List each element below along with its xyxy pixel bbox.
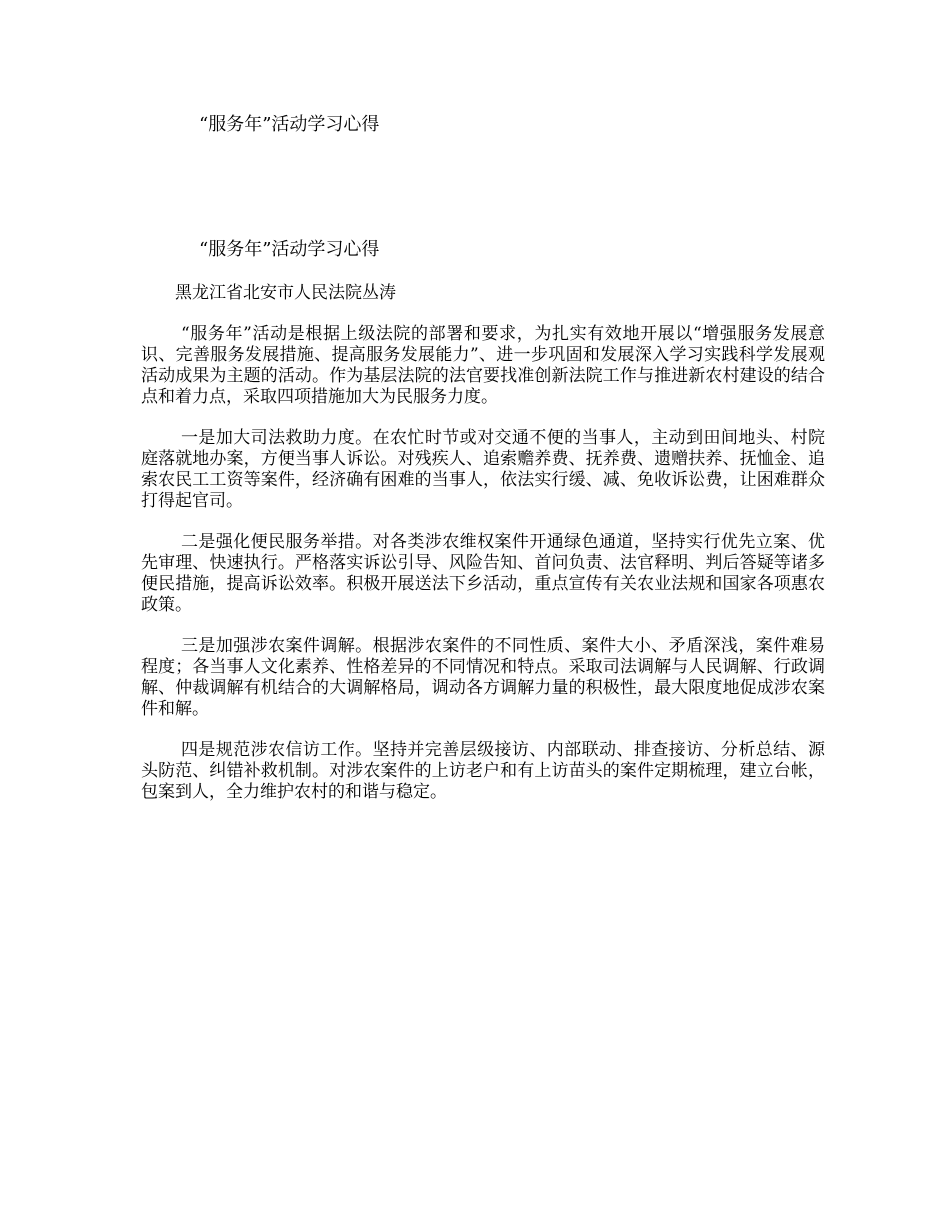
document-title: “服务年”活动学习心得 <box>199 239 380 260</box>
author-line: 黑龙江省北安市人民法院丛涛 <box>175 283 396 303</box>
paragraph-measure-3: 三是加强涉农案件调解。根据涉农案件的不同性质、案件大小、矛盾深浅，案件难易程度；各当事人文化素养、性格差异的不同情况和特点。采取司法调解与人民调解、行政调解、仲裁调解有机结合的大调解格局，调动各方调解力量的积极性，最大限度地促成涉农案件和解。 <box>141 636 825 719</box>
paragraph-measure-2: 二是强化便民服务举措。对各类涉农维权案件开通绿色通道，坚持实行优先立案、优先审理、快速执行。严格落实诉讼引导、风险告知、首问负责、法官释明、判后答疑等诸多便民措施，提高诉讼效率。积极开展送法下乡活动，重点宣传有关农业法规和国家各项惠农政策。 <box>141 532 825 615</box>
paragraph-measure-4: 四是规范涉农信访工作。坚持并完善层级接访、内部联动、排查接访、分析总结、源头防范、纠错补救机制。对涉农案件的上访老户和有上访苗头的案件定期梳理，建立台帐，包案到人，全力维护农村的和谐与稳定。 <box>141 740 825 802</box>
document-body <box>141 237 825 803</box>
document-title-top: “服务年”活动学习心得 <box>199 114 380 135</box>
paragraph-intro: “服务年”活动是根据上级法院的部署和要求，为扎实有效地开展以“增强服务发展意识、完善服务发展措施、提高服务发展能力”、进一步巩固和发展深入学习实践科学发展观活动成果为主题的活动。作为基层法院的法官要找准创新法院工作与推进新农村建设的结合点和着力点，采取四项措施加大为民服务力度。 <box>141 324 825 407</box>
paragraph-measure-1: 一是加大司法救助力度。在农忙时节或对交通不便的当事人，主动到田间地头、村院庭落就地办案，方便当事人诉讼。对残疾人、追索赡养费、抚养费、遗赠扶养、抚恤金、追索农民工工资等案件，经济确有困难的当事人，依法实行缓、减、免收诉讼费，让困难群众打得起官司。 <box>141 428 825 511</box>
